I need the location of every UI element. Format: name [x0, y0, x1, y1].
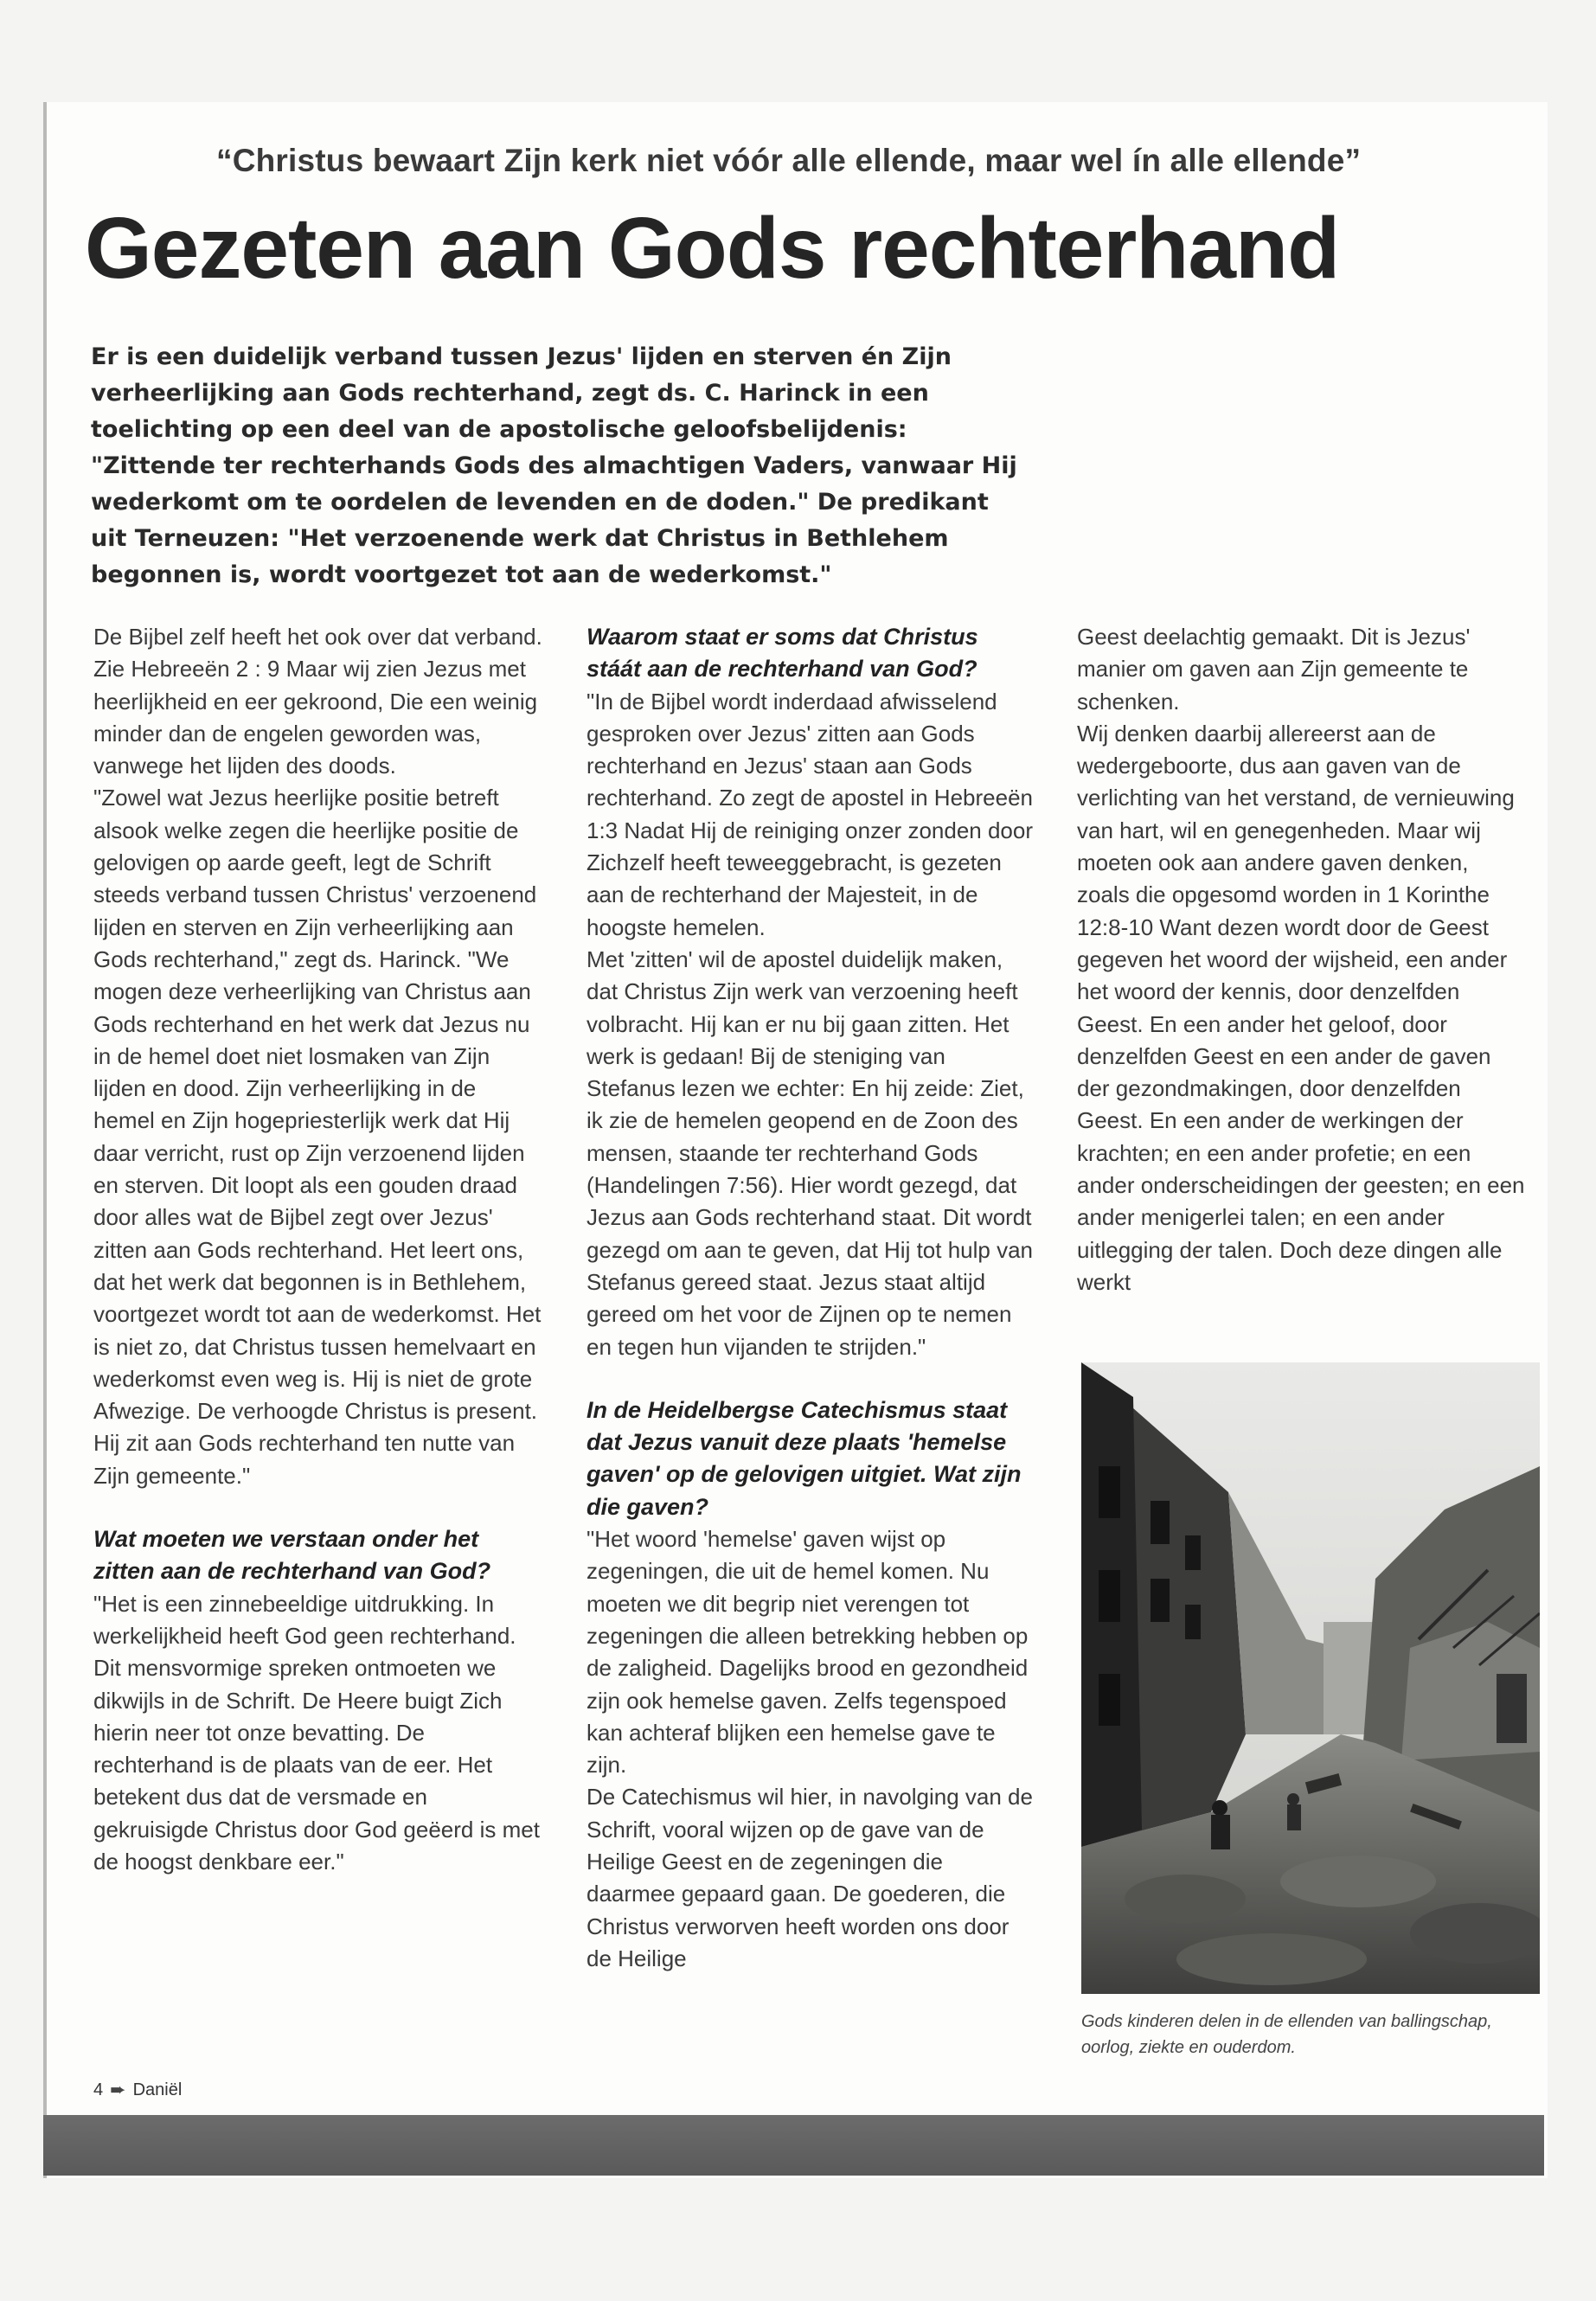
text-column-1	[93, 621, 543, 1878]
text-column-2	[586, 621, 1036, 1975]
text-column-3	[1077, 621, 1527, 1298]
interview-question: Waarom staat er soms dat Christus stáát aan de rechterhand van God?	[586, 624, 978, 683]
paragraph: Geest deelachtig gemaakt. Dit is Jezus' manier om gaven aan Zijn gemeente te schenken.	[1077, 624, 1471, 715]
paragraph: Met 'zitten' wil de apostel duidelijk maken, dat Christus Zijn werk van verzoening heeft volbracht. Hij kan er nu bij gaan zitten. Het werk is gedaan! Bij de steniging van Stefanus lezen we echter: En hij zeide: Ziet, ik zie de hemelen geopend en de Zoon des mensen, staande ter rechterhand Gods (Handelingen 7:56). Hier wordt gezegd, dat Jezus aan Gods rechterhand staat. Dit wordt gezegd om aan te geven, dat Hij tot hulp van Stefanus gereed staat. Jezus staat altijd gereed om het voor de Zijnen op te nemen en tegen hun vijanden te strijden."	[586, 945, 1034, 1360]
interview-question: In de Heidelbergse Catechismus staat dat Jezus vanuit deze plaats 'hemelse gaven' op de gelovigen uitgiet. Wat zijn die gaven?	[586, 1396, 1022, 1520]
article-tagline: “Christus bewaart Zijn kerk niet vóór alle ellende, maar wel ín alle ellende”	[216, 143, 1362, 178]
page-number: 4	[93, 2080, 104, 2099]
paragraph: Wij denken daarbij allereerst aan de wedergeboorte, dus aan gaven van de verlichting van het verstand, de vernieuwing van hart, wil en genegenheden. Maar wij moeten ook aan andere gaven denken, zoals die opgesomd worden in 1 Korinthe 12:8-10 Want dezen wordt door de Geest gegeven het woord der wijsheid, een ander het woord der kennis, door denzelfden Geest. En een ander het geloof, door denzelfden Geest en een ander de gaven der gezondmakingen, door denzelfden Geest. En een ander de werkingen der krachten; en een ander profetie; en een ander onderscheidingen der geesten; en een ander menigerlei talen; en een ander uitlegging der talen. Doch deze dingen alle werkt	[1077, 720, 1525, 1295]
paragraph: De Bijbel zelf heeft het ook over dat verband. Zie Hebreeën 2 : 9 Maar wij zien Jezus met heerlijkheid en eer gekroond, Die een weinig minder dan de engelen geworden was, vanwege het lijden des doods.	[93, 624, 542, 779]
magazine-name: Daniël	[132, 2080, 183, 2099]
article-headline: Gezeten aan Gods rechterhand	[85, 200, 1340, 297]
article-intro	[91, 339, 1025, 593]
page-footer	[93, 2079, 182, 2101]
war-ruins-photo	[1081, 1362, 1540, 1994]
interview-question: Wat moeten we verstaan onder het zitten aan de rechterhand van God?	[93, 1526, 491, 1585]
photo-caption: Gods kinderen delen in de ellenden van ballingschap, oorlog, ziekte en ouderdom.	[1081, 2012, 1492, 2057]
arrow-icon: ➨	[110, 2079, 126, 2100]
scan-bottom-band	[43, 2115, 1544, 2176]
paragraph: "In de Bijbel wordt inderdaad afwisselend gesproken over Jezus' zitten aan Gods rechterhand en Jezus' staan aan Gods rechterhand. Zo zegt de apostel in Hebreeën 1:3 Nadat Hij de reiniging onzer zonden door Zichzelf heeft teweeggebracht, is gezeten aan de rechterhand der Majesteit, in de hoogste hemelen.	[586, 688, 1034, 940]
intro-paragraph: Er is een duidelijk verband tussen Jezus' lijden en sterven én Zijn verheerlijking aan Gods rechterhand, zegt ds. C. Harinck in een toelichting op een deel van de apostolische geloofsbelijdenis: "Zittende ter rechterhands Gods des almachtigen Vaders, vanwaar Hij wederkomt om te oordelen de levenden en de doden." De predikant uit Terneuzen: "Het verzoenende werk dat Christus in Bethlehem begonnen is, wordt voortgezet tot aan de wederkomst."	[91, 343, 1017, 588]
paragraph: De Catechismus wil hier, in navolging van de Schrift, vooral wijzen op de gave van de Heilige Geest en de zegeningen die daarmee gepaard gaan. De goederen, die Christus verworven heeft worden ons door de Heilige	[586, 1784, 1033, 1971]
paragraph: "Het woord 'hemelse' gaven wijst op zegeningen, die uit de hemel komen. Nu moeten we dit begrip niet verengen tot zegeningen die alleen betrekking hebben op de zaligheid. Dagelijks brood en gezondheid zijn ook hemelse gaven. Zelfs tegenspoed kan achteraf blijken een hemelse gave te zijn.	[586, 1526, 1029, 1779]
paragraph: "Het is een zinnebeeldige uitdrukking. In werkelijkheid heeft God geen rechterhand. Dit mensvormige spreken ontmoeten we dikwijls in de Schrift. De Heere buigt Zich hierin neer tot onze bevatting. De rechterhand is de plaats van de eer. Het betekent dus dat de versmade en gekruisigde Christus door God geëerd is met de hoogst denkbare eer."	[93, 1590, 540, 1875]
paragraph: "Zowel wat Jezus heerlijke positie betreft alsook welke zegen die heerlijke positie de gelovigen op aarde geeft, legt de Schrift steeds verband tussen Christus' verzoenend lijden en sterven en Zijn verheerlijking aan Gods rechterhand," zegt ds. Harinck. "We mogen deze verheerlijking van Christus aan Gods rechterhand en het werk dat Jezus nu in de hemel doet niet losmaken van Zijn lijden en dood. Zijn verheerlijking in de hemel en Zijn hogepriesterlijk werk dat Hij daar verricht, rust op Zijn verzoenend lijden en sterven. Dit loopt als een gouden draad door alles wat de Bijbel zegt over Jezus' zitten aan Gods rechterhand. Het leert ons, dat het werk dat begonnen is in Bethlehem, voortgezet wordt tot aan de wederkomst. Het is niet zo, dat Christus tussen hemelvaart en wederkomst even weg is. Hij is niet de grote Afwezige. De verhoogde Christus is present. Hij zit aan Gods rechterhand ten nutte van Zijn gemeente."	[93, 785, 542, 1489]
